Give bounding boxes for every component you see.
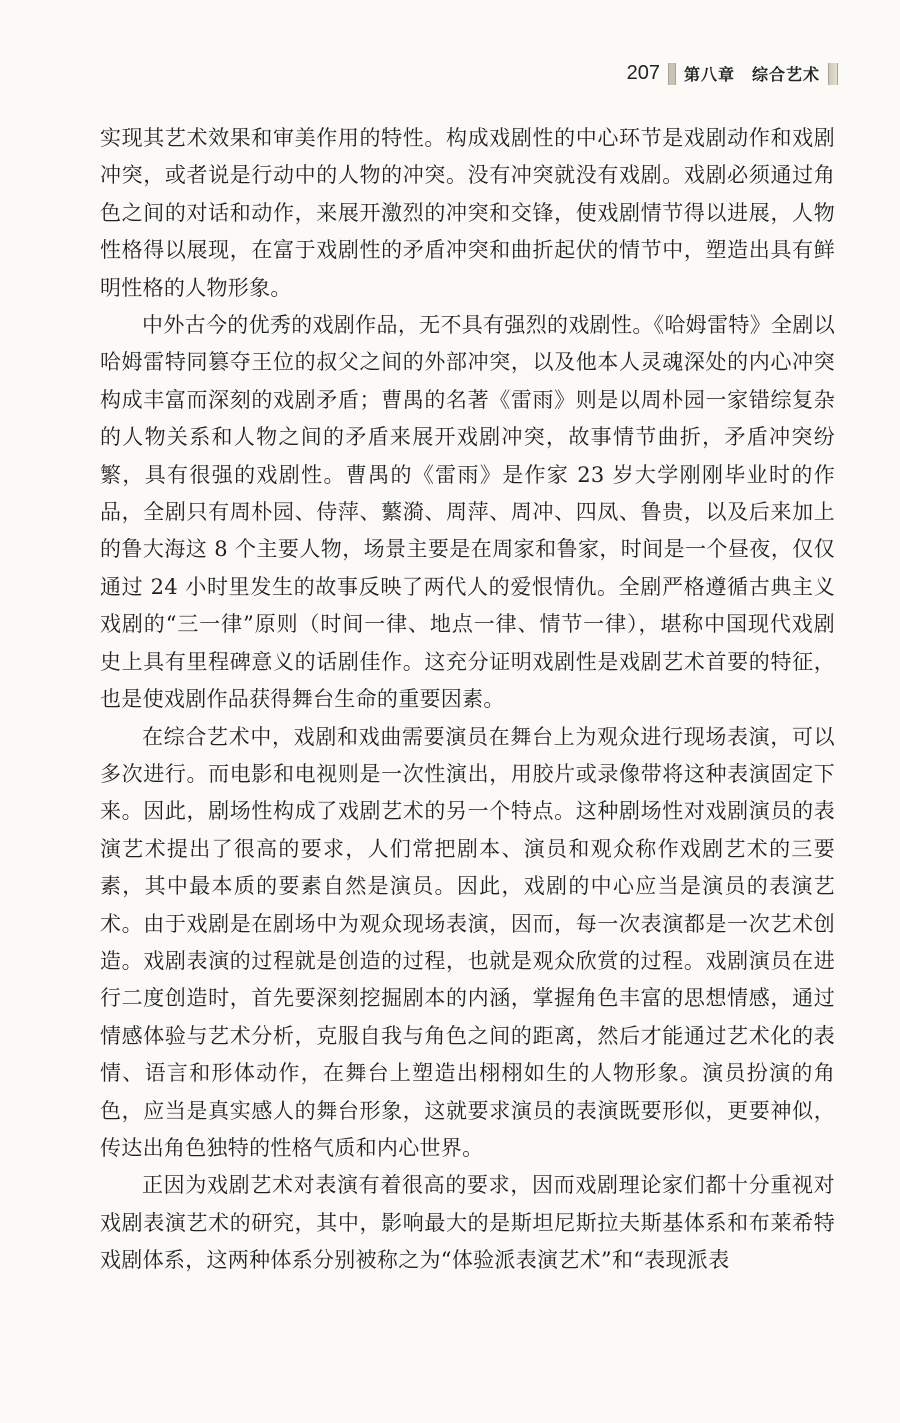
header-divider [668, 63, 676, 85]
paragraph: 在综合艺术中，戏剧和戏曲需要演员在舞台上为观众进行现场表演，可以多次进行。而电影和电视则是一次性演出，用胶片或录像带将这种表演固定下来。因此，剧场性构成了戏剧艺术的另一个特点。这种剧场性对戏剧演员的表演艺术提出了很高的要求，人们常把剧本、演员和观众称作戏剧艺术的三要素，其中最本质的要素自然是演员。因此，戏剧的中心应当是演员的表演艺术。由于戏剧是在剧场中为观众现场表演，因而，每一次表演都是一次艺术创造。戏剧表演的过程就是创造的过程，也就是观众欣赏的过程。戏剧演员在进行二度创造时，首先要深刻挖掘剧本的内涵，掌握角色丰富的思想情感，通过情感体验与艺术分析，克服自我与角色之间的距离，然后才能通过艺术化的表情、语言和形体动作，在舞台上塑造出栩栩如生的人物形象。演员扮演的角色，应当是真实感人的舞台形象，这就要求演员的表演既要形似，更要神似，传达出角色独特的性格气质和内心世界。 [100, 724, 835, 1160]
paragraph: 正因为戏剧艺术对表演有着很高的要求，因而戏剧理论家们都十分重视对戏剧表演艺术的研究，其中，影响最大的是斯坦尼斯拉夫斯基体系和布莱希特戏剧体系，这两种体系分别被称之为“体验派表演艺术”和“表现派表 [100, 1173, 835, 1273]
page-number: 207 [626, 62, 660, 84]
body-text [100, 120, 835, 1280]
paragraph: 中外古今的优秀的戏剧作品，无不具有强烈的戏剧性。《哈姆雷特》全剧以哈姆雷特同篡夺王位的叔父之间的外部冲突，以及他本人灵魂深处的内心冲突构成丰富而深刻的戏剧矛盾；曹禺的名著《雷雨》则是以周朴园一家错综复杂的人物关系和人物之间的矛盾来展开戏剧冲突，故事情节曲折，矛盾冲突纷繁，具有很强的戏剧性。曹禺的《雷雨》是作家 23 岁大学刚刚毕业时的作品，全剧只有周朴园、侍萍、蘩漪、周萍、周冲、四凤、鲁贵，以及后来加上的鲁大海这 8 个主要人物，场景主要是在周家和鲁家，时间是一个昼夜，仅仅通过 24 小时里发生的故事反映了两代人的爱恨情仇。全剧严格遵循古典主义戏剧的“三一律”原则（时间一律、地点一律、情节一律），堪称中国现代戏剧史上具有里程碑意义的话剧佳作。这充分证明戏剧性是戏剧艺术首要的特征，也是使戏剧作品获得舞台生命的重要因素。 [100, 313, 835, 712]
header-edge-mark [828, 63, 838, 85]
paragraph-continuation: 实现其艺术效果和审美作用的特性。构成戏剧性的中心环节是戏剧动作和戏剧冲突，或者说是行动中的人物的冲突。没有冲突就没有戏剧。戏剧必须通过角色之间的对话和动作，来展开激烈的冲突和交锋，使戏剧情节得以进展，人物性格得以展现，在富于戏剧性的矛盾冲突和曲折起伏的情节中，塑造出具有鲜明性格的人物形象。 [100, 126, 835, 300]
chapter-title: 第八章 综合艺术 [683, 65, 820, 84]
running-header [627, 62, 838, 85]
